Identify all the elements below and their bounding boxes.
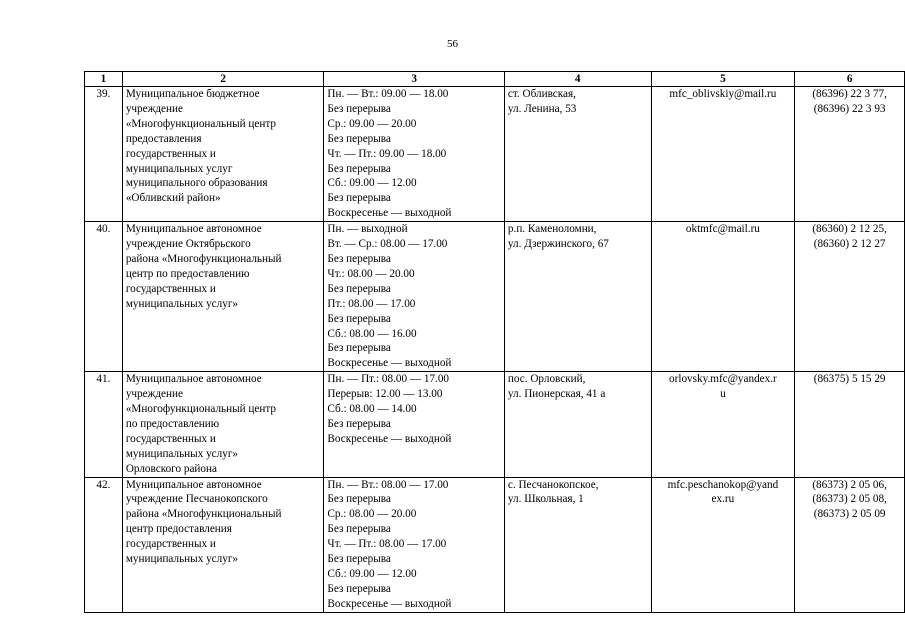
phone-cell	[795, 477, 905, 612]
working-hours-line: Чт. — Пт.: 09.00 — 18.00	[327, 147, 447, 160]
working-hours-line: Без перерыва	[327, 493, 391, 506]
organization-name-line: Муниципальное автономное	[125, 373, 262, 386]
working-hours-line: Без перерыва	[327, 192, 391, 205]
working-hours-line: Перерыв: 12.00 — 13.00	[327, 388, 443, 401]
working-hours-line: Сб.: 08.00 — 14.00	[327, 403, 417, 416]
email-line: oktmfc@mail.ru	[685, 223, 760, 236]
working-hours-line: Ср.: 09.00 — 20.00	[327, 117, 417, 130]
working-hours-cell	[324, 222, 505, 372]
organization-name-line: «Многофункциональный центр	[125, 403, 276, 416]
working-hours-line: Воскресенье — выходной	[327, 207, 452, 220]
column-header-2: 2	[122, 72, 324, 87]
address-line: ст. Обливская,	[507, 88, 576, 100]
organization-name-line: «Многофункциональный центр	[125, 117, 276, 130]
organization-name-line: центр по предоставлению	[125, 267, 250, 280]
phone-line: (86375) 5 15 29	[813, 373, 886, 386]
address-line: р.п. Каменоломни,	[507, 223, 597, 236]
working-hours-line: Без перерыва	[327, 417, 391, 430]
organization-name-line: Орловского района	[125, 462, 217, 475]
working-hours-line: Без перерыва	[327, 252, 391, 265]
table-row	[85, 87, 905, 222]
address-cell	[504, 87, 651, 222]
organization-name-line: муниципального образования	[125, 177, 268, 190]
working-hours-line: Без перерыва	[327, 132, 391, 145]
working-hours-line: Без перерыва	[327, 582, 391, 595]
working-hours-line: Без перерыва	[327, 342, 391, 355]
organization-name-line: государственных и	[125, 432, 216, 445]
email-line: u	[720, 388, 726, 401]
email-cell	[651, 222, 795, 372]
organization-name-line: государственных и	[125, 147, 216, 160]
phone-line: (86373) 2 05 09	[813, 508, 886, 521]
working-hours-line: Пн. — выходной	[327, 223, 408, 236]
mfc-directory-table	[84, 71, 905, 613]
address-cell	[504, 477, 651, 612]
row-number-cell: 41.	[85, 372, 123, 477]
organization-name-line: района «Многофункциональный	[125, 508, 282, 521]
table-row	[85, 222, 905, 372]
column-header-1: 1	[85, 72, 123, 87]
working-hours-line: Воскресенье — выходной	[327, 357, 452, 370]
phone-line: (86360) 2 12 27	[813, 238, 886, 251]
organization-name-line: муниципальных услуг»	[125, 447, 238, 460]
working-hours-line: Пт.: 08.00 — 17.00	[327, 297, 416, 310]
working-hours-line: Пн. — Вт.: 09.00 — 18.00	[327, 88, 449, 100]
address-line: ул. Дзержинского, 67	[507, 238, 609, 251]
phone-cell	[795, 222, 905, 372]
table-row	[85, 372, 905, 477]
email-line: ex.ru	[711, 493, 735, 506]
column-header-5: 5	[651, 72, 795, 87]
address-line: с. Песчанокопское,	[507, 478, 599, 491]
address-line: пос. Орловский,	[507, 373, 586, 386]
phone-cell	[795, 372, 905, 477]
working-hours-line: Без перерыва	[327, 102, 391, 115]
organization-name-cell	[122, 372, 324, 477]
organization-name-line: муниципальных услуг	[125, 162, 233, 175]
address-cell	[504, 372, 651, 477]
organization-name-cell	[122, 477, 324, 612]
email-line: orlovsky.mfc@yandex.r	[669, 373, 777, 386]
table-row	[85, 477, 905, 612]
phone-line: (86373) 2 05 06,	[812, 478, 887, 491]
working-hours-line: Чт. — Пт.: 08.00 — 17.00	[327, 538, 447, 551]
working-hours-line: Воскресенье — выходной	[327, 432, 452, 445]
working-hours-line: Без перерыва	[327, 282, 391, 295]
working-hours-line: Без перерыва	[327, 162, 391, 175]
organization-name-line: учреждение	[125, 388, 183, 401]
email-line: mfc_oblivskiy@mail.ru	[669, 88, 777, 100]
address-line: ул. Ленина, 53	[507, 102, 577, 115]
organization-name-line: Муниципальное бюджетное	[125, 88, 260, 100]
organization-name-cell	[122, 222, 324, 372]
organization-name-line: предоставления	[125, 132, 202, 145]
email-cell	[651, 372, 795, 477]
working-hours-line: Воскресенье — выходной	[327, 597, 452, 610]
email-cell	[651, 477, 795, 612]
organization-name-line: государственных и	[125, 538, 216, 551]
phone-cell	[795, 87, 905, 222]
working-hours-line: Сб.: 08.00 — 16.00	[327, 327, 417, 340]
row-number-cell: 42.	[85, 477, 123, 612]
organization-name-line: учреждение	[125, 102, 183, 115]
organization-name-line: государственных и	[125, 282, 216, 295]
organization-name-line: муниципальных услуг»	[125, 297, 238, 310]
phone-line: (86396) 22 3 77,	[812, 88, 887, 100]
phone-line: (86360) 2 12 25,	[812, 223, 887, 236]
header-row	[85, 72, 905, 87]
organization-name-line: учреждение Октябрьского	[125, 238, 251, 251]
working-hours-cell	[324, 477, 505, 612]
row-number-cell: 39.	[85, 87, 123, 222]
organization-name-line: по предоставлению	[125, 417, 220, 430]
column-header-3: 3	[324, 72, 505, 87]
phone-line: (86396) 22 3 93	[813, 102, 886, 115]
address-line: ул. Школьная, 1	[507, 493, 584, 506]
working-hours-line: Вт. — Ср.: 08.00 — 17.00	[327, 238, 448, 251]
working-hours-line: Сб.: 09.00 — 12.00	[327, 568, 417, 580]
organization-name-line: «Обливский район»	[125, 192, 221, 205]
organization-name-line: района «Многофункциональный	[125, 252, 282, 265]
working-hours-line: Сб.: 09.00 — 12.00	[327, 177, 417, 190]
column-header-4: 4	[504, 72, 651, 87]
working-hours-line: Чт.: 08.00 — 20.00	[327, 267, 415, 280]
working-hours-line: Ср.: 08.00 — 20.00	[327, 508, 417, 521]
row-number-cell: 40.	[85, 222, 123, 372]
email-line: mfc.peschanokop@yand	[667, 478, 779, 491]
organization-name-line: муниципальных услуг»	[125, 553, 238, 566]
working-hours-line: Без перерыва	[327, 523, 391, 536]
address-line: ул. Пионерская, 41 а	[507, 388, 606, 401]
phone-line: (86373) 2 05 08,	[812, 493, 887, 506]
column-header-6: 6	[795, 72, 905, 87]
organization-name-line: учреждение Песчанокопского	[125, 493, 268, 506]
organization-name-line: центр предоставления	[125, 523, 232, 536]
address-cell	[504, 222, 651, 372]
email-cell	[651, 87, 795, 222]
page-number: 56	[447, 38, 458, 50]
organization-name-line: Муниципальное автономное	[125, 223, 262, 236]
working-hours-line: Без перерыва	[327, 312, 391, 325]
organization-name-cell	[122, 87, 324, 222]
organization-name-line: Муниципальное автономное	[125, 478, 262, 491]
working-hours-line: Пн. — Пт.: 08.00 — 17.00	[327, 373, 450, 386]
working-hours-cell	[324, 372, 505, 477]
working-hours-cell	[324, 87, 505, 222]
working-hours-line: Пн. — Вт.: 08.00 — 17.00	[327, 478, 449, 491]
working-hours-line: Без перерыва	[327, 553, 391, 566]
